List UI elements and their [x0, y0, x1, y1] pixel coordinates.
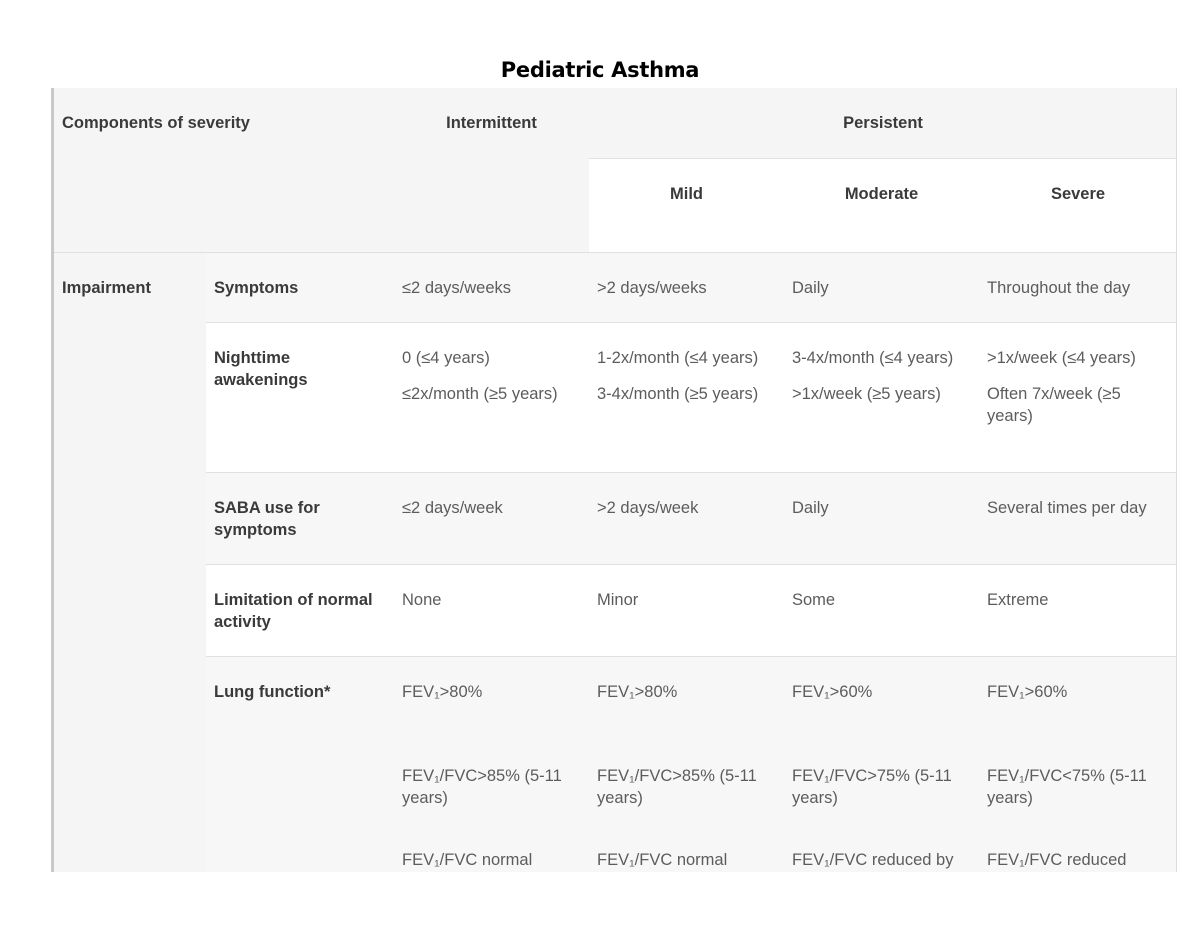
table-row [54, 323, 1177, 473]
severity-table [54, 88, 1177, 872]
cell-severe [979, 473, 1177, 565]
header-row-secondary [54, 158, 1177, 253]
severity-table-container [51, 88, 1177, 872]
cell-mild [589, 323, 784, 473]
cell-line: Throughout the day [987, 279, 1131, 297]
cell-line: >1x/week (≥5 years) [792, 385, 941, 403]
cell-line: Several times per day [987, 499, 1147, 517]
table-body [54, 253, 1177, 873]
cell-moderate [784, 323, 979, 473]
cell-line: Extreme [987, 591, 1049, 609]
cell-line: FEV₁/FVC normal [597, 851, 728, 869]
cell-intermittent [394, 657, 589, 873]
cell-line: FEV₁>80% [402, 683, 483, 701]
cell-line: 3-4x/month (≤4 years) [792, 349, 954, 367]
cell-line: ≤2x/month (≥5 years) [402, 385, 558, 403]
header-persistent: Persistent [589, 88, 1177, 158]
table-row [54, 473, 1177, 565]
cell-line: Some [792, 591, 836, 609]
cell-mild [589, 565, 784, 657]
cell-intermittent [394, 323, 589, 473]
row-label: Limitation of normal activity [206, 565, 394, 657]
cell-line: FEV₁/FVC>75% (5-11 years) [792, 767, 952, 807]
cell-intermittent [394, 565, 589, 657]
table-row [54, 253, 1177, 323]
cell-mild [589, 253, 784, 323]
cell-moderate [784, 253, 979, 323]
cell-severe [979, 323, 1177, 473]
row-label: Symptoms [206, 253, 394, 323]
cell-line: >2 days/weeks [597, 279, 707, 297]
cell-line: 0 (≤4 years) [402, 349, 490, 367]
row-label: Nighttime awakenings [206, 323, 394, 473]
table-row [54, 657, 1177, 873]
cell-intermittent [394, 473, 589, 565]
cell-line: FEV₁/FVC>85% (5-11 years) [597, 767, 757, 807]
cell-line: FEV₁/FVC<75% (5-11 years) [987, 767, 1147, 807]
cell-severe [979, 565, 1177, 657]
cell-line: 1-2x/month (≤4 years) [597, 349, 759, 367]
cell-line: FEV₁>80% [597, 683, 678, 701]
cell-line: Daily [792, 499, 829, 517]
cell-line: Minor [597, 591, 639, 609]
cell-line: Daily [792, 279, 829, 297]
header-mild: Mild [589, 158, 784, 253]
cell-line: FEV₁>60% [987, 683, 1068, 701]
cell-line: FEV₁/FVC reduced [987, 851, 1127, 869]
cell-line: ≤2 days/weeks [402, 279, 512, 297]
group-impairment: Impairment [54, 253, 206, 873]
header-blank-intermittent [394, 158, 589, 253]
header-blank-left [54, 158, 394, 253]
cell-line: 3-4x/month (≥5 years) [597, 385, 759, 403]
header-severe: Severe [979, 158, 1177, 253]
header-components: Components of severity [54, 88, 394, 158]
header-intermittent: Intermittent [394, 88, 589, 158]
header-row-primary [54, 88, 1177, 158]
cell-line: FEV₁/FVC>85% (5-11 years) [402, 767, 562, 807]
row-label: Lung function* [206, 657, 394, 873]
table-row [54, 565, 1177, 657]
cell-line: FEV₁>60% [792, 683, 873, 701]
page-title: Pediatric Asthma [500, 58, 700, 82]
cell-line: Often 7x/week (≥5 years) [987, 385, 1121, 425]
cell-line: >2 days/week [597, 499, 699, 517]
cell-severe [979, 253, 1177, 323]
cell-mild [589, 473, 784, 565]
cell-line: None [402, 591, 442, 609]
cell-line: ≤2 days/week [402, 499, 503, 517]
cell-moderate [784, 473, 979, 565]
cell-line: >1x/week (≤4 years) [987, 349, 1136, 367]
header-moderate: Moderate [784, 158, 979, 253]
cell-moderate [784, 657, 979, 873]
cell-intermittent [394, 253, 589, 323]
cell-severe [979, 657, 1177, 873]
cell-mild [589, 657, 784, 873]
row-label: SABA use for symptoms [206, 473, 394, 565]
cell-line: FEV₁/FVC reduced by [792, 851, 954, 869]
cell-line: FEV₁/FVC normal [402, 851, 533, 869]
cell-moderate [784, 565, 979, 657]
